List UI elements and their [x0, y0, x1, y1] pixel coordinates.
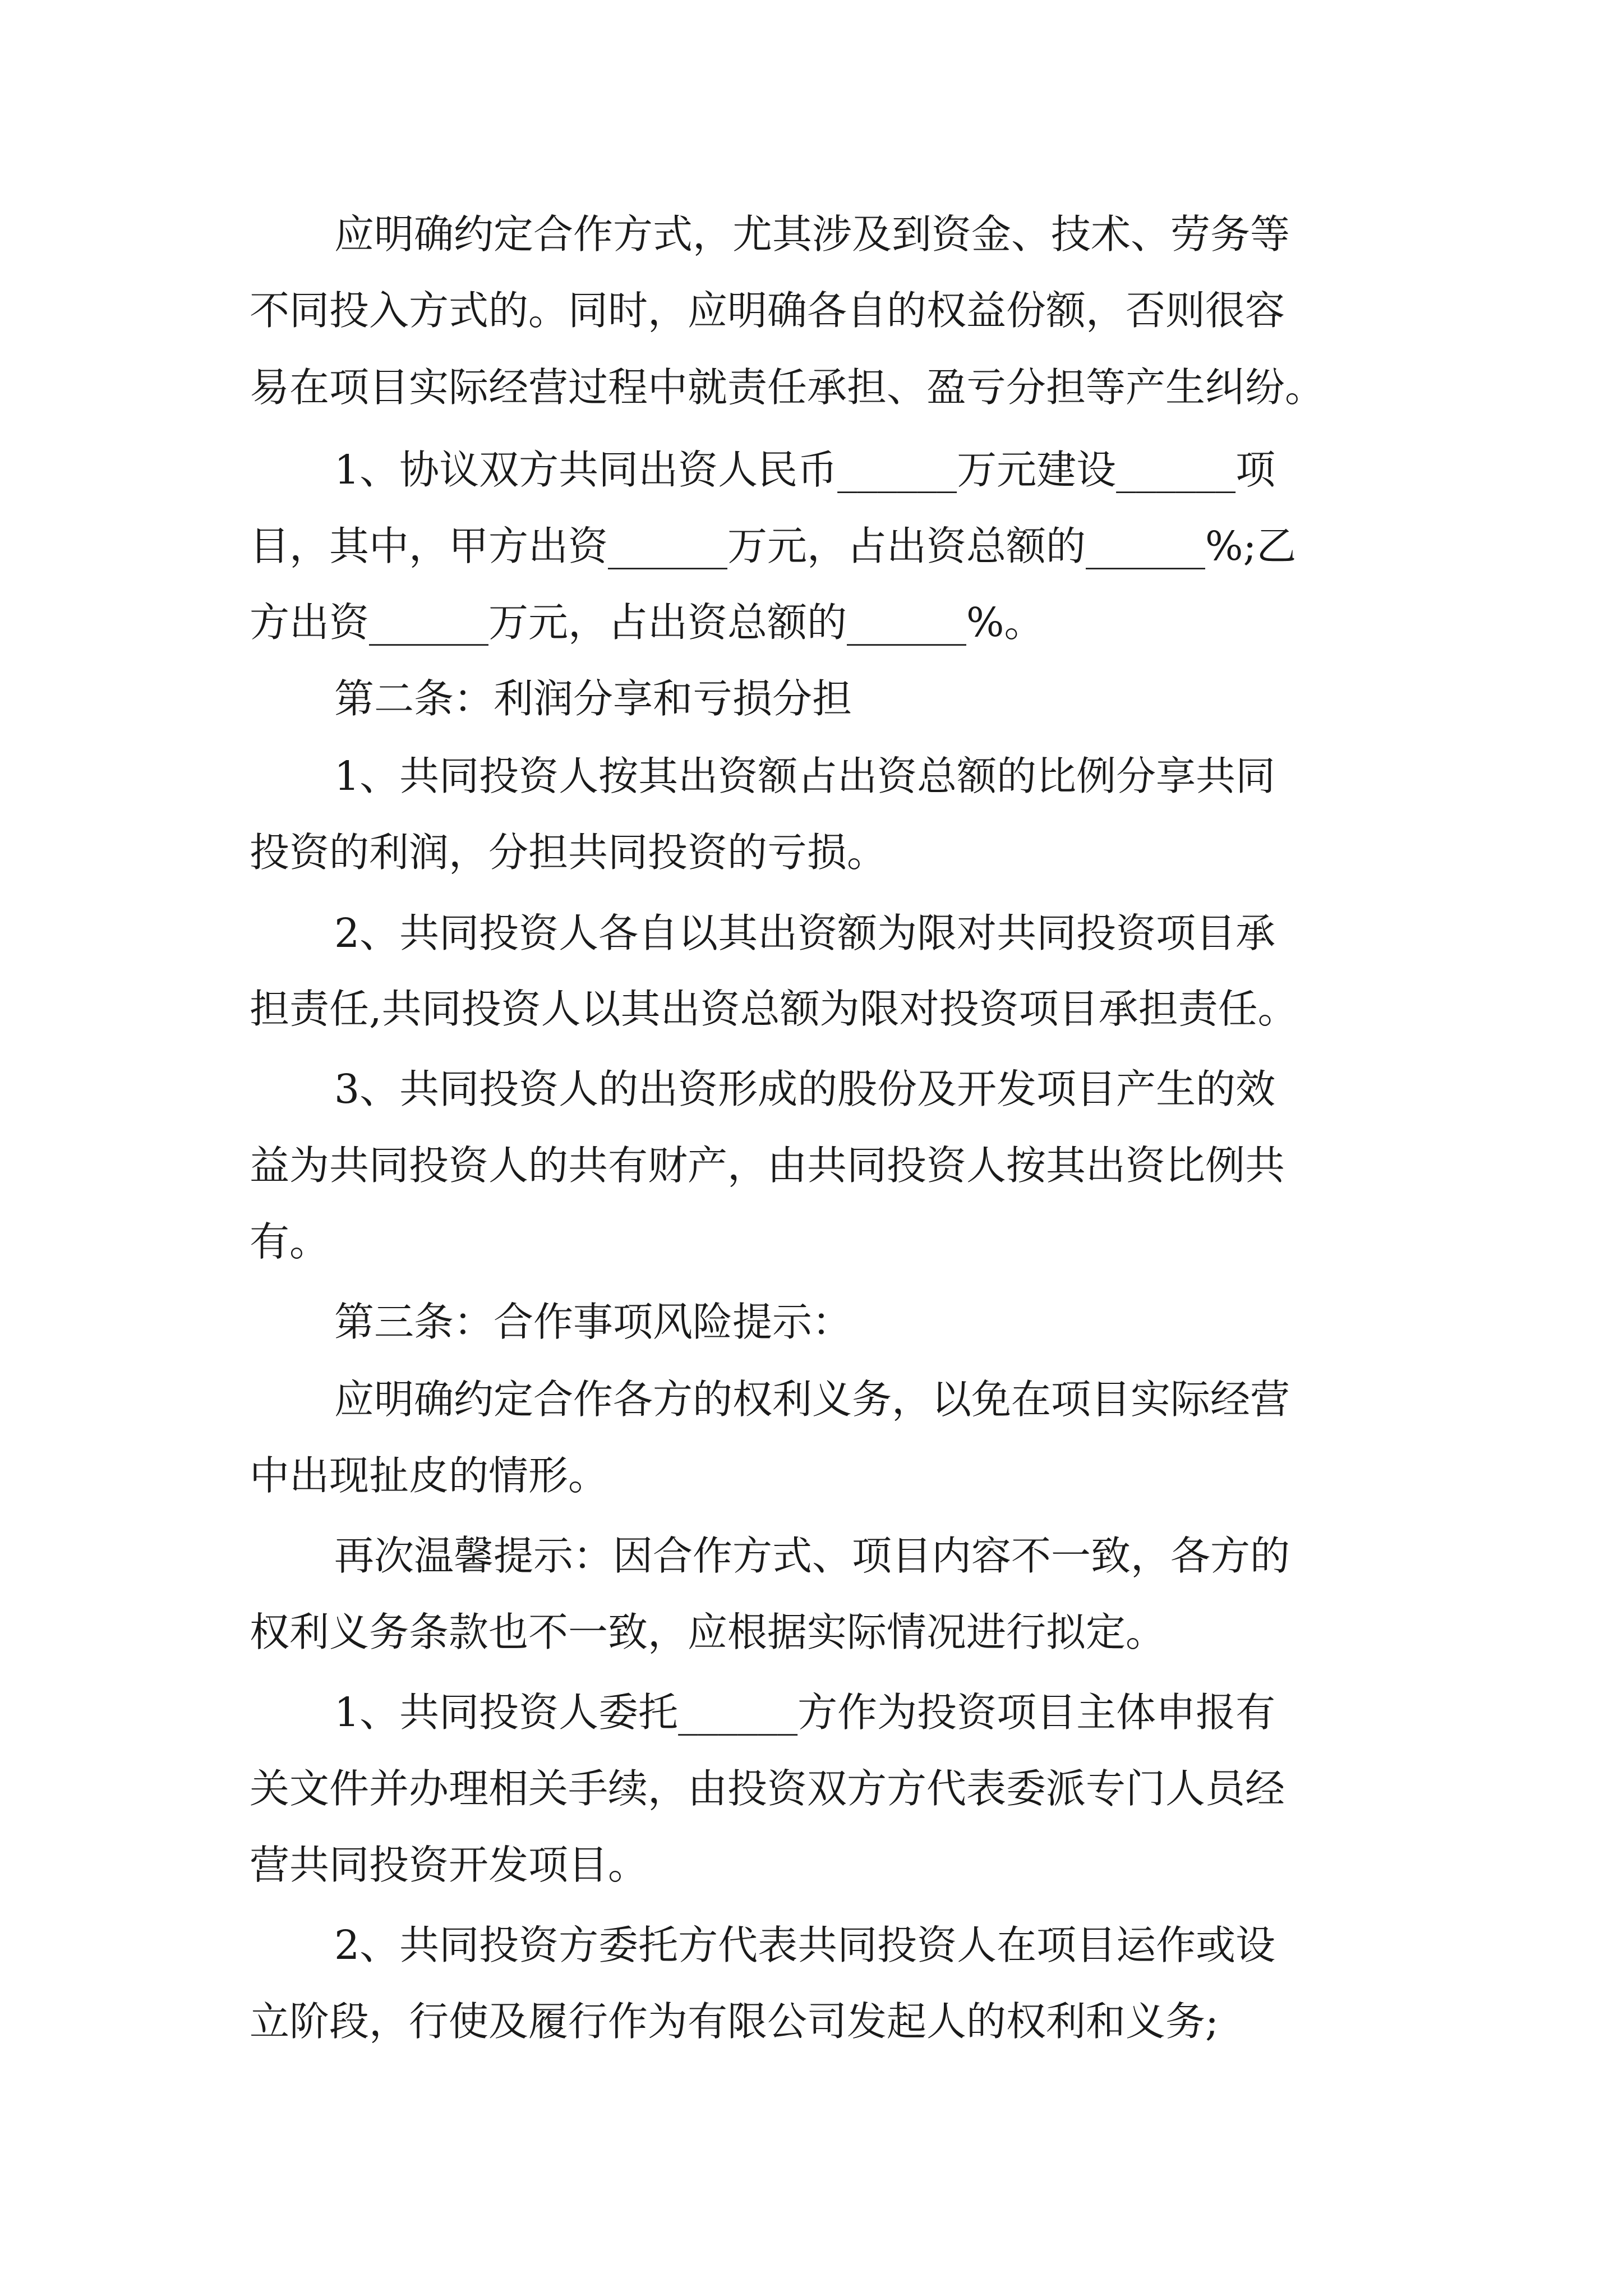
paragraph-line: 再次温馨提示：因合作方式、项目内容不一致，各方的	[334, 1533, 1290, 1579]
paragraph-line: 1、共同投资人委托______方作为投资项目主体申报有	[334, 1689, 1276, 1736]
section-heading: 第二条：利润分享和亏损分担	[334, 675, 852, 722]
paragraph-line: 营共同投资开发项目。	[250, 1842, 648, 1888]
paragraph-line: 权利义务条款也不一致，应根据实际情况进行拟定。	[250, 1609, 1166, 1655]
section-heading: 第三条：合作事项风险提示：	[334, 1299, 852, 1345]
paragraph-line: 1、协议双方共同出资人民币______万元建设______项	[334, 447, 1276, 493]
paragraph-line: 1、共同投资人按其出资额占出资总额的比例分享共同	[334, 753, 1276, 799]
paragraph-line: 方出资______万元，占出资总额的______%。	[250, 599, 1044, 646]
paragraph-line: 2、共同投资方委托方代表共同投资人在项目运作或设	[334, 1922, 1276, 1968]
paragraph-line: 目，其中，甲方出资______万元，占出资总额的______%;乙	[250, 523, 1297, 569]
paragraph-line: 应明确约定合作各方的权利义务，以免在项目实际经营	[334, 1376, 1290, 1423]
paragraph-line: 关文件并办理相关手续，由投资双方方代表委派专门人员经	[250, 1765, 1285, 1812]
paragraph-line: 中出现扯皮的情形。	[250, 1452, 608, 1499]
paragraph-line: 投资的利润，分担共同投资的亏损。	[250, 829, 887, 876]
paragraph-line: 不同投入方式的。同时，应明确各自的权益份额，否则很容	[250, 287, 1285, 334]
paragraph-line: 担责任,共同投资人以其出资总额为限对投资项目承担责任。	[250, 986, 1298, 1032]
paragraph-line: 应明确约定合作方式，尤其涉及到资金、技术、劳务等	[334, 211, 1290, 257]
paragraph-line: 益为共同投资人的共有财产，由共同投资人按其出资比例共	[250, 1142, 1285, 1189]
paragraph-line: 立阶段，行使及履行作为有限公司发起人的权利和义务;	[250, 1998, 1219, 2045]
paragraph-line: 3、共同投资人的出资形成的股份及开发项目产生的效	[334, 1066, 1276, 1112]
paragraph-line: 易在项目实际经营过程中就责任承担、盈亏分担等产生纠纷。	[250, 364, 1325, 411]
paragraph-line: 有。	[250, 1218, 330, 1265]
paragraph-line: 2、共同投资人各自以其出资额为限对共同投资项目承	[334, 910, 1276, 956]
